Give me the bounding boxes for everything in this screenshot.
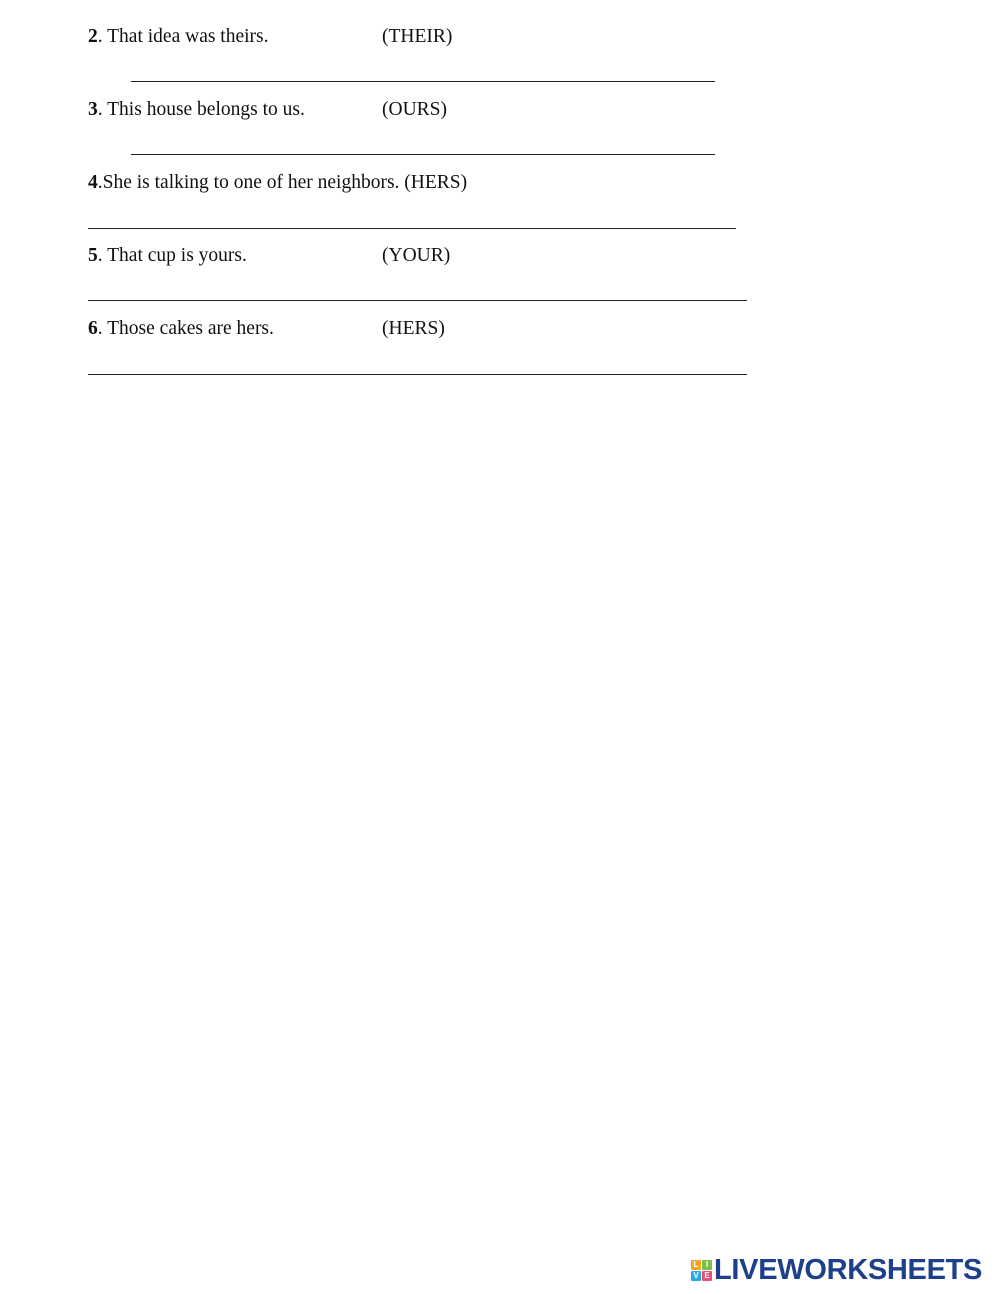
logo-wordmark: LIVEWORKSHEETS xyxy=(714,1254,983,1286)
exercise-4-number: 4 xyxy=(88,172,98,193)
exercise-5-sentence xyxy=(88,244,247,268)
exercise-4-text: .She is talking to one of her neighbors. (HERS) xyxy=(97,172,468,193)
exercise-3-number: 3 xyxy=(88,99,98,120)
exercise-5-answer-line[interactable] xyxy=(88,300,747,301)
liveworksheets-logo xyxy=(691,1255,982,1285)
logo-mark-tile-i: I xyxy=(702,1260,712,1270)
exercise-4-answer-line[interactable] xyxy=(88,228,736,229)
exercise-2-answer-line[interactable] xyxy=(131,81,715,82)
exercise-2-sentence xyxy=(88,25,269,49)
logo-mark-tile-l: L xyxy=(691,1260,701,1270)
exercise-4-answer-input[interactable] xyxy=(88,201,736,227)
exercise-6-number: 6 xyxy=(88,318,98,339)
exercise-2-answer-input[interactable] xyxy=(131,54,715,80)
exercise-3-answer-line[interactable] xyxy=(131,154,715,155)
exercise-5-number: 5 xyxy=(88,245,98,266)
exercise-3-hint: (OURS) xyxy=(382,99,448,120)
exercise-6-sentence xyxy=(88,317,274,341)
logo-mark-icon xyxy=(691,1260,712,1281)
logo-mark-tile-e: E xyxy=(702,1271,712,1281)
exercise-2-hint: (THEIR) xyxy=(382,26,453,47)
exercise-3-sentence xyxy=(88,98,305,122)
exercise-5-hint: (YOUR) xyxy=(382,245,451,266)
exercise-6-answer-line[interactable] xyxy=(88,374,747,375)
exercise-2-number: 2 xyxy=(88,26,98,47)
exercise-5-text: . That cup is yours. xyxy=(97,245,247,266)
exercise-6-text: . Those cakes are hers. xyxy=(97,318,274,339)
logo-mark-tile-v: V xyxy=(691,1271,701,1281)
exercise-6-hint: (HERS) xyxy=(382,318,445,339)
exercise-4-sentence xyxy=(88,171,467,195)
exercise-3-text: . This house belongs to us. xyxy=(97,99,305,120)
exercise-2-text: . That idea was theirs. xyxy=(97,26,269,47)
exercise-6-answer-input[interactable] xyxy=(88,347,747,373)
exercise-5-answer-input[interactable] xyxy=(88,273,747,299)
exercise-3-answer-input[interactable] xyxy=(131,127,715,153)
